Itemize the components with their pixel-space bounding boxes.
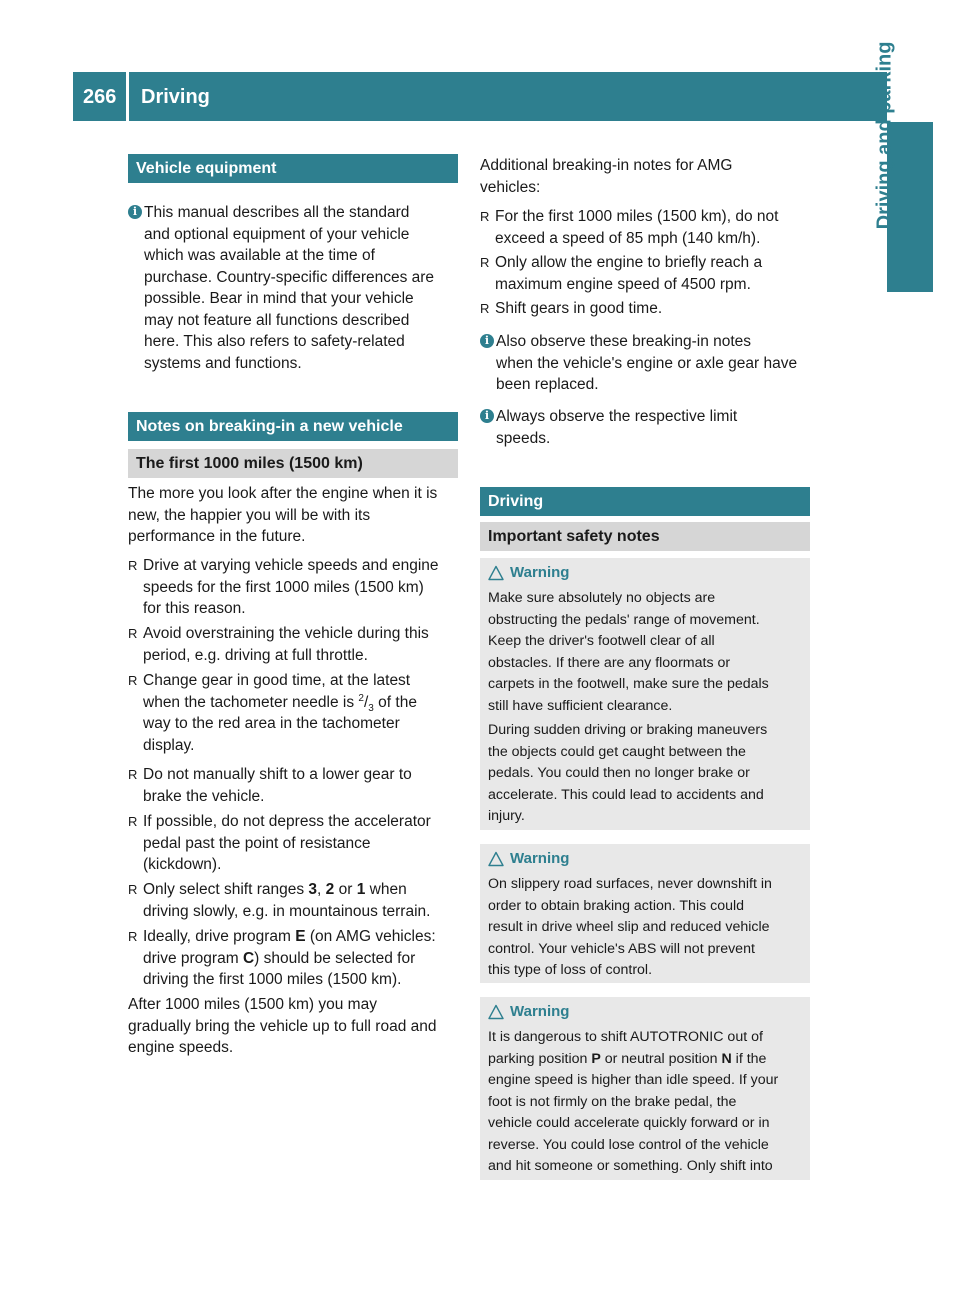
list-item: R If possible, do not depress the accelerator pedal past the point of resistance (kickdown). <box>128 813 431 873</box>
list-item: R Drive at varying vehicle speeds and engine speeds for the first 1000 miles (1500 km) for this reason. <box>128 557 439 617</box>
section-heading-driving: Driving <box>480 487 810 516</box>
vehicle-equipment-note: This manual describes all the standard and optional equipment of your vehicle which was available at the time of purchase. Country-specific differences are possible. Bear in mind that your vehicle may not feature all functions described here. This also refers to safety-related systems and functions. <box>144 204 435 372</box>
header-divider <box>126 72 129 121</box>
warning-triangle-icon <box>488 1004 504 1020</box>
section-heading-vehicle-equipment: Vehicle equipment <box>128 154 458 183</box>
breaking-in-replacement-note: Also observe these breaking-in notes when the vehicle's engine or axle gear have been replaced. <box>496 333 798 393</box>
list-item: R Ideally, drive program E (on AMG vehicles: drive program C) should be selected for driving the first 1000 miles (1500 km). <box>128 928 436 988</box>
page-number: 266 <box>83 86 117 108</box>
chapter-title: Driving <box>141 86 210 108</box>
warning-title: Warning <box>510 1003 570 1020</box>
info-icon: i <box>128 205 142 219</box>
warning-text: It is dangerous to shift AUTOTRONIC out of parking position P or neutral position N if the engine speed is higher than idle speed. If your foot is not firmly on the brake pedal, the vehicle could accelerate quickly forward or in reverse. You could lose control of the vehicle and hit someone or something. Only shift into <box>488 1029 779 1174</box>
info-icon: i <box>480 409 494 423</box>
list-item: R Avoid overstraining the vehicle during this period, e.g. driving at full throttle. <box>128 625 429 664</box>
warning-title: Warning <box>510 850 570 867</box>
warning-box <box>480 558 810 830</box>
breaking-in-intro: The more you look after the engine when it is new, the happier you will be with its performance in the future. <box>128 485 438 545</box>
info-icon: i <box>480 334 494 348</box>
subheading-first-1000-miles: The first 1000 miles (1500 km) <box>128 449 458 478</box>
list-item: R Only select shift ranges 3, 2 or 1 when driving slowly, e.g. in mountainous terrain. <box>128 881 431 920</box>
list-item: R Shift gears in good time. <box>480 300 663 317</box>
list-item: R For the first 1000 miles (1500 km), do not exceed a speed of 85 mph (140 km/h). <box>480 208 779 247</box>
warning-text: Make sure absolutely no objects are obstructing the pedals' range of movement. Keep the driver's footwell clear of all obstacles. If there are any floormats or carpets in the footwell, make sure the pedals still have sufficient clearance. During sudden driving or braking maneuvers the objects could get caught between the pedals. You could then no longer brake or accelerate. This could lead to accidents and injury. <box>488 590 769 824</box>
amg-intro: Additional breaking-in notes for AMG vehicles: <box>480 157 733 196</box>
list-item: R Only allow the engine to briefly reach a maximum engine speed of 4500 rpm. <box>480 254 763 293</box>
warning-box <box>480 997 810 1180</box>
fraction-numerator: 2 <box>358 692 364 704</box>
subheading-important-safety-notes: Important safety notes <box>480 522 810 551</box>
speed-limit-note: Always observe the respective limit speeds. <box>496 408 738 447</box>
warning-title: Warning <box>510 564 570 581</box>
warning-text: On slippery road surfaces, never downshift in order to obtain braking action. This could result in drive wheel slip and reduced vehicle control. Your vehicle's ABS will not prevent this type of loss of control. <box>488 876 772 978</box>
warning-triangle-icon <box>488 851 504 867</box>
warning-box <box>480 844 810 983</box>
side-tab-label-wrap <box>873 0 933 380</box>
breaking-in-outro: After 1000 miles (1500 km) you may gradually bring the vehicle up to full road and engine speeds. <box>128 996 437 1056</box>
side-tab-label: Driving and parking <box>873 41 896 230</box>
section-heading-breaking-in: Notes on breaking-in a new vehicle <box>128 412 458 441</box>
list-item: R Do not manually shift to a lower gear to brake the vehicle. <box>128 766 412 805</box>
warning-triangle-icon <box>488 565 504 581</box>
list-item: R Change gear in good time, at the latest when the tachometer needle is $^2/_3$ of the way to the red area in the tachometer display. <box>128 672 417 754</box>
fraction-denominator: 3 <box>368 702 374 714</box>
page-header <box>73 72 887 121</box>
